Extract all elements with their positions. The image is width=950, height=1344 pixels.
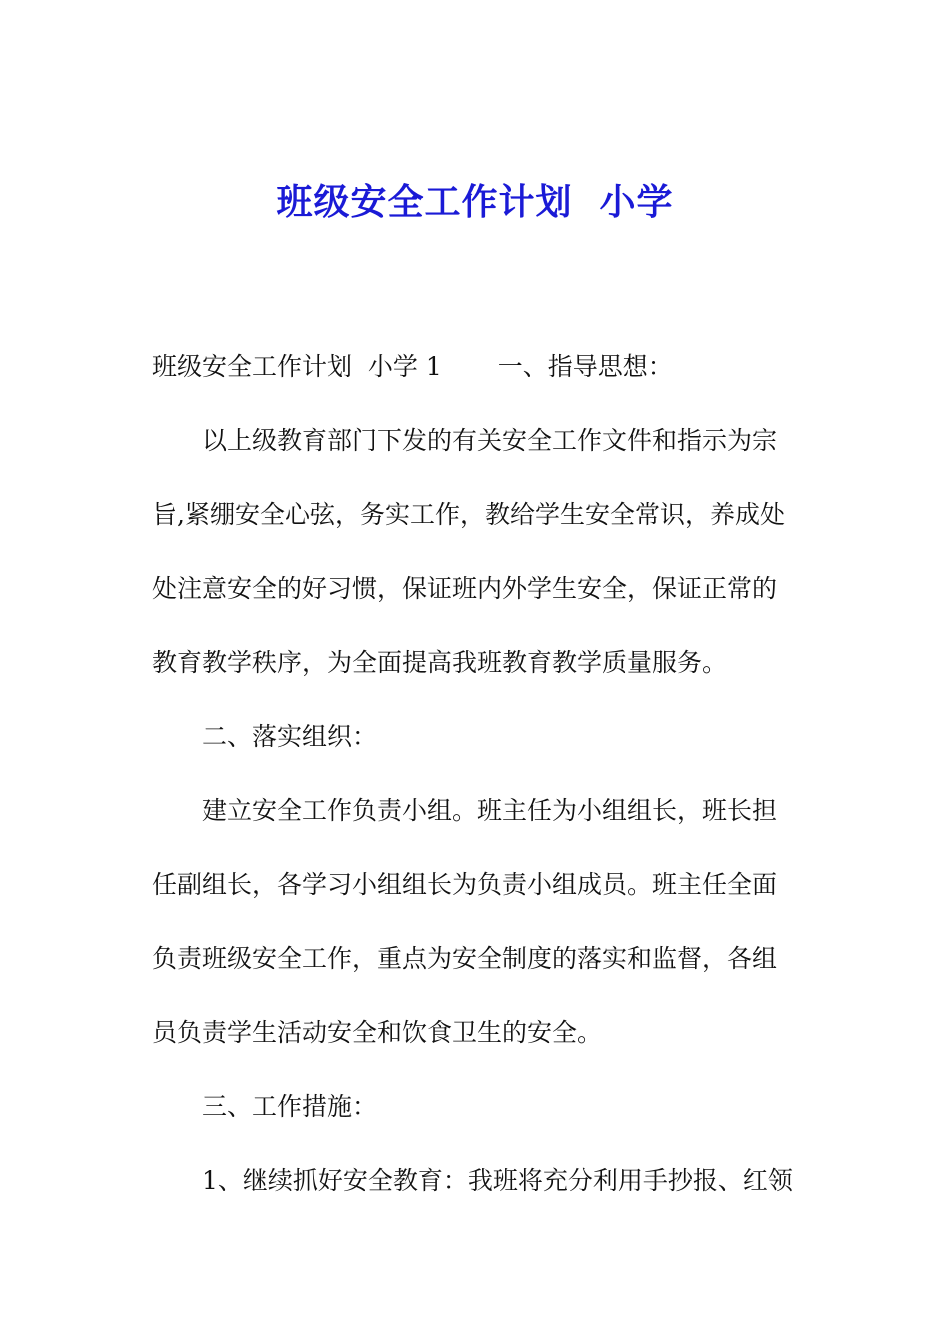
section-heading-organization: 二、落实组织： [202, 722, 378, 751]
section-heading-guiding-thought: 一、指导思想： [497, 352, 673, 381]
paragraph-line: 负责班级安全工作，重点为安全制度的落实和监督，各组 [152, 944, 778, 973]
plan-subtitle: 班级安全工作计划 小学 1 [152, 352, 442, 381]
paragraph-line: 员负责学生活动安全和饮食卫生的安全。 [152, 1018, 603, 1047]
paragraph-line: 处注意安全的好习惯，保证班内外学生安全，保证正常的 [152, 574, 778, 603]
paragraph-line: 建立安全工作负责小组。班主任为小组组长，班长担 [202, 796, 778, 825]
paragraph-line: 1、继续抓好安全教育：我班将充分利用手抄报、红领 [202, 1166, 793, 1195]
document-body [152, 330, 804, 1218]
heading-line [152, 330, 804, 404]
paragraph-line: 旨,紧绷安全心弦，务实工作，教给学生安全常识，养成处 [152, 500, 785, 529]
paragraph-line: 任副组长，各学习小组组长为负责小组成员。班主任全面 [152, 870, 778, 899]
paragraph-line: 教育教学秩序，为全面提高我班教育教学质量服务。 [152, 648, 728, 677]
section-heading-measures: 三、工作措施： [202, 1092, 378, 1121]
paragraph-line: 以上级教育部门下发的有关安全工作文件和指示为宗 [202, 426, 778, 455]
document-title: 班级安全工作计划 小学 [276, 181, 674, 223]
